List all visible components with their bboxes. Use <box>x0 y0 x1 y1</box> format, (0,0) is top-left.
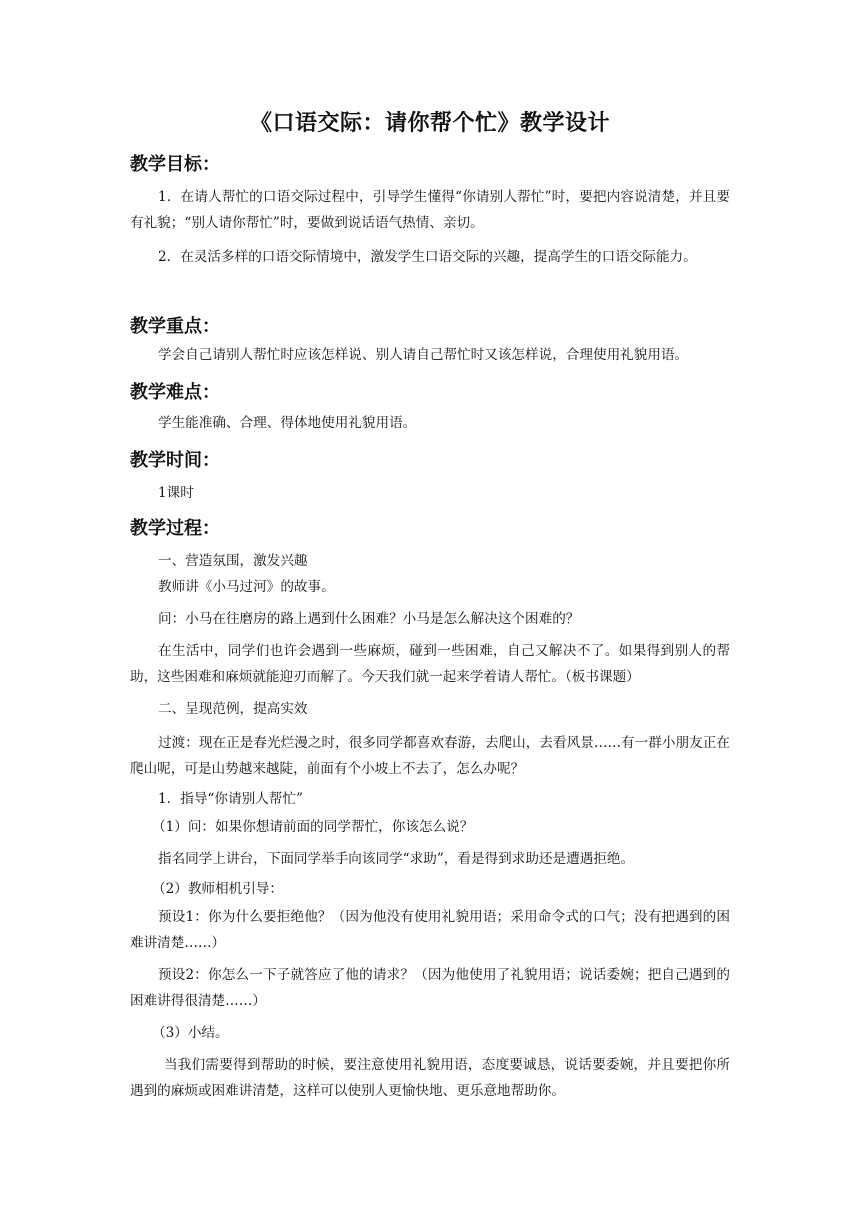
preset-2-paragraph: 预设2：你怎么一下子就答应了他的请求？（因为他使用了礼貌用语；说话委婉；把自己遇到的困难讲得很清楚……） <box>130 967 730 1009</box>
roleplay-line: 指名同学上讲台，下面同学举手向该同学“求助”，看是得到求助还是遭遇拒绝。 <box>158 851 635 867</box>
document-title: 《口语交际：请你帮个忙》教学设计 <box>249 111 610 136</box>
guide1-title: 1．指导“你请别人帮忙” <box>158 791 303 807</box>
summary-paragraph: 当我们需要得到帮助的时候，要注意使用礼貌用语，态度要诚恳，说话要委婉，并且要把你所遇到的麻烦或困难讲清楚，这样可以使别人更愉快地、更乐意地帮助你。 <box>130 1057 730 1099</box>
goal-paragraph-2: 2．在灵活多样的口语交际情境中，激发学生口语交际的兴趣，提高学生的口语交际能力。 <box>158 249 697 265</box>
story-line: 教师讲《小马过河》的故事。 <box>158 579 335 595</box>
step2-title: 二、呈现范例，提高实效 <box>158 701 308 717</box>
heading-difficulties: 教学难点： <box>130 382 220 403</box>
key-points-paragraph: 学会自己请别人帮忙时应该怎样说、别人请自己帮忙时又该怎样说，合理使用礼貌用语。 <box>158 347 689 363</box>
intro-paragraph: 在生活中，同学们也许会遇到一些麻烦，碰到一些困难，自己又解决不了。如果得到别人的帮助，这些困难和麻烦就能迎刃而解了。今天我们就一起来学着请人帮忙。（板书课题） <box>130 643 730 685</box>
preset-1-paragraph: 预设1：你为什么要拒绝他？（因为他没有使用礼貌用语；采用命令式的口气；没有把遇到的困难讲清楚……） <box>130 909 730 951</box>
heading-teaching-process: 教学过程： <box>130 518 220 539</box>
step1-title: 一、营造氛围，激发兴趣 <box>158 553 308 569</box>
question-line: 问：小马在往磨房的路上遇到什么困难？小马是怎么解决这个困难的？ <box>158 611 580 627</box>
sub-step-1: （1）问：如果你想请前面的同学帮忙，你该怎么说？ <box>152 819 474 835</box>
sub-step-3: （3）小结。 <box>152 1025 229 1041</box>
goal-paragraph-1: 1．在请人帮忙的口语交际过程中，引导学生懂得“你请别人帮忙”时，要把内容说清楚，并且要有礼貌；“别人请你帮忙”时，要做到说话语气热情、亲切。 <box>130 189 730 231</box>
difficulties-paragraph: 学生能准确、合理、得体地使用礼貌用语。 <box>158 415 417 431</box>
heading-teaching-time: 教学时间： <box>130 450 220 471</box>
sub-step-2: （2）教师相机引导： <box>152 881 283 897</box>
teaching-time-paragraph: 1课时 <box>158 485 194 501</box>
heading-teaching-goals: 教学目标： <box>130 154 220 175</box>
heading-key-points: 教学重点： <box>130 316 220 337</box>
transition-paragraph: 过渡：现在正是春光烂漫之时，很多同学都喜欢春游，去爬山，去看风景……有一群小朋友正在爬山呢，可是山势越来越陡，前面有个小坡上不去了，怎么办呢？ <box>130 735 730 777</box>
